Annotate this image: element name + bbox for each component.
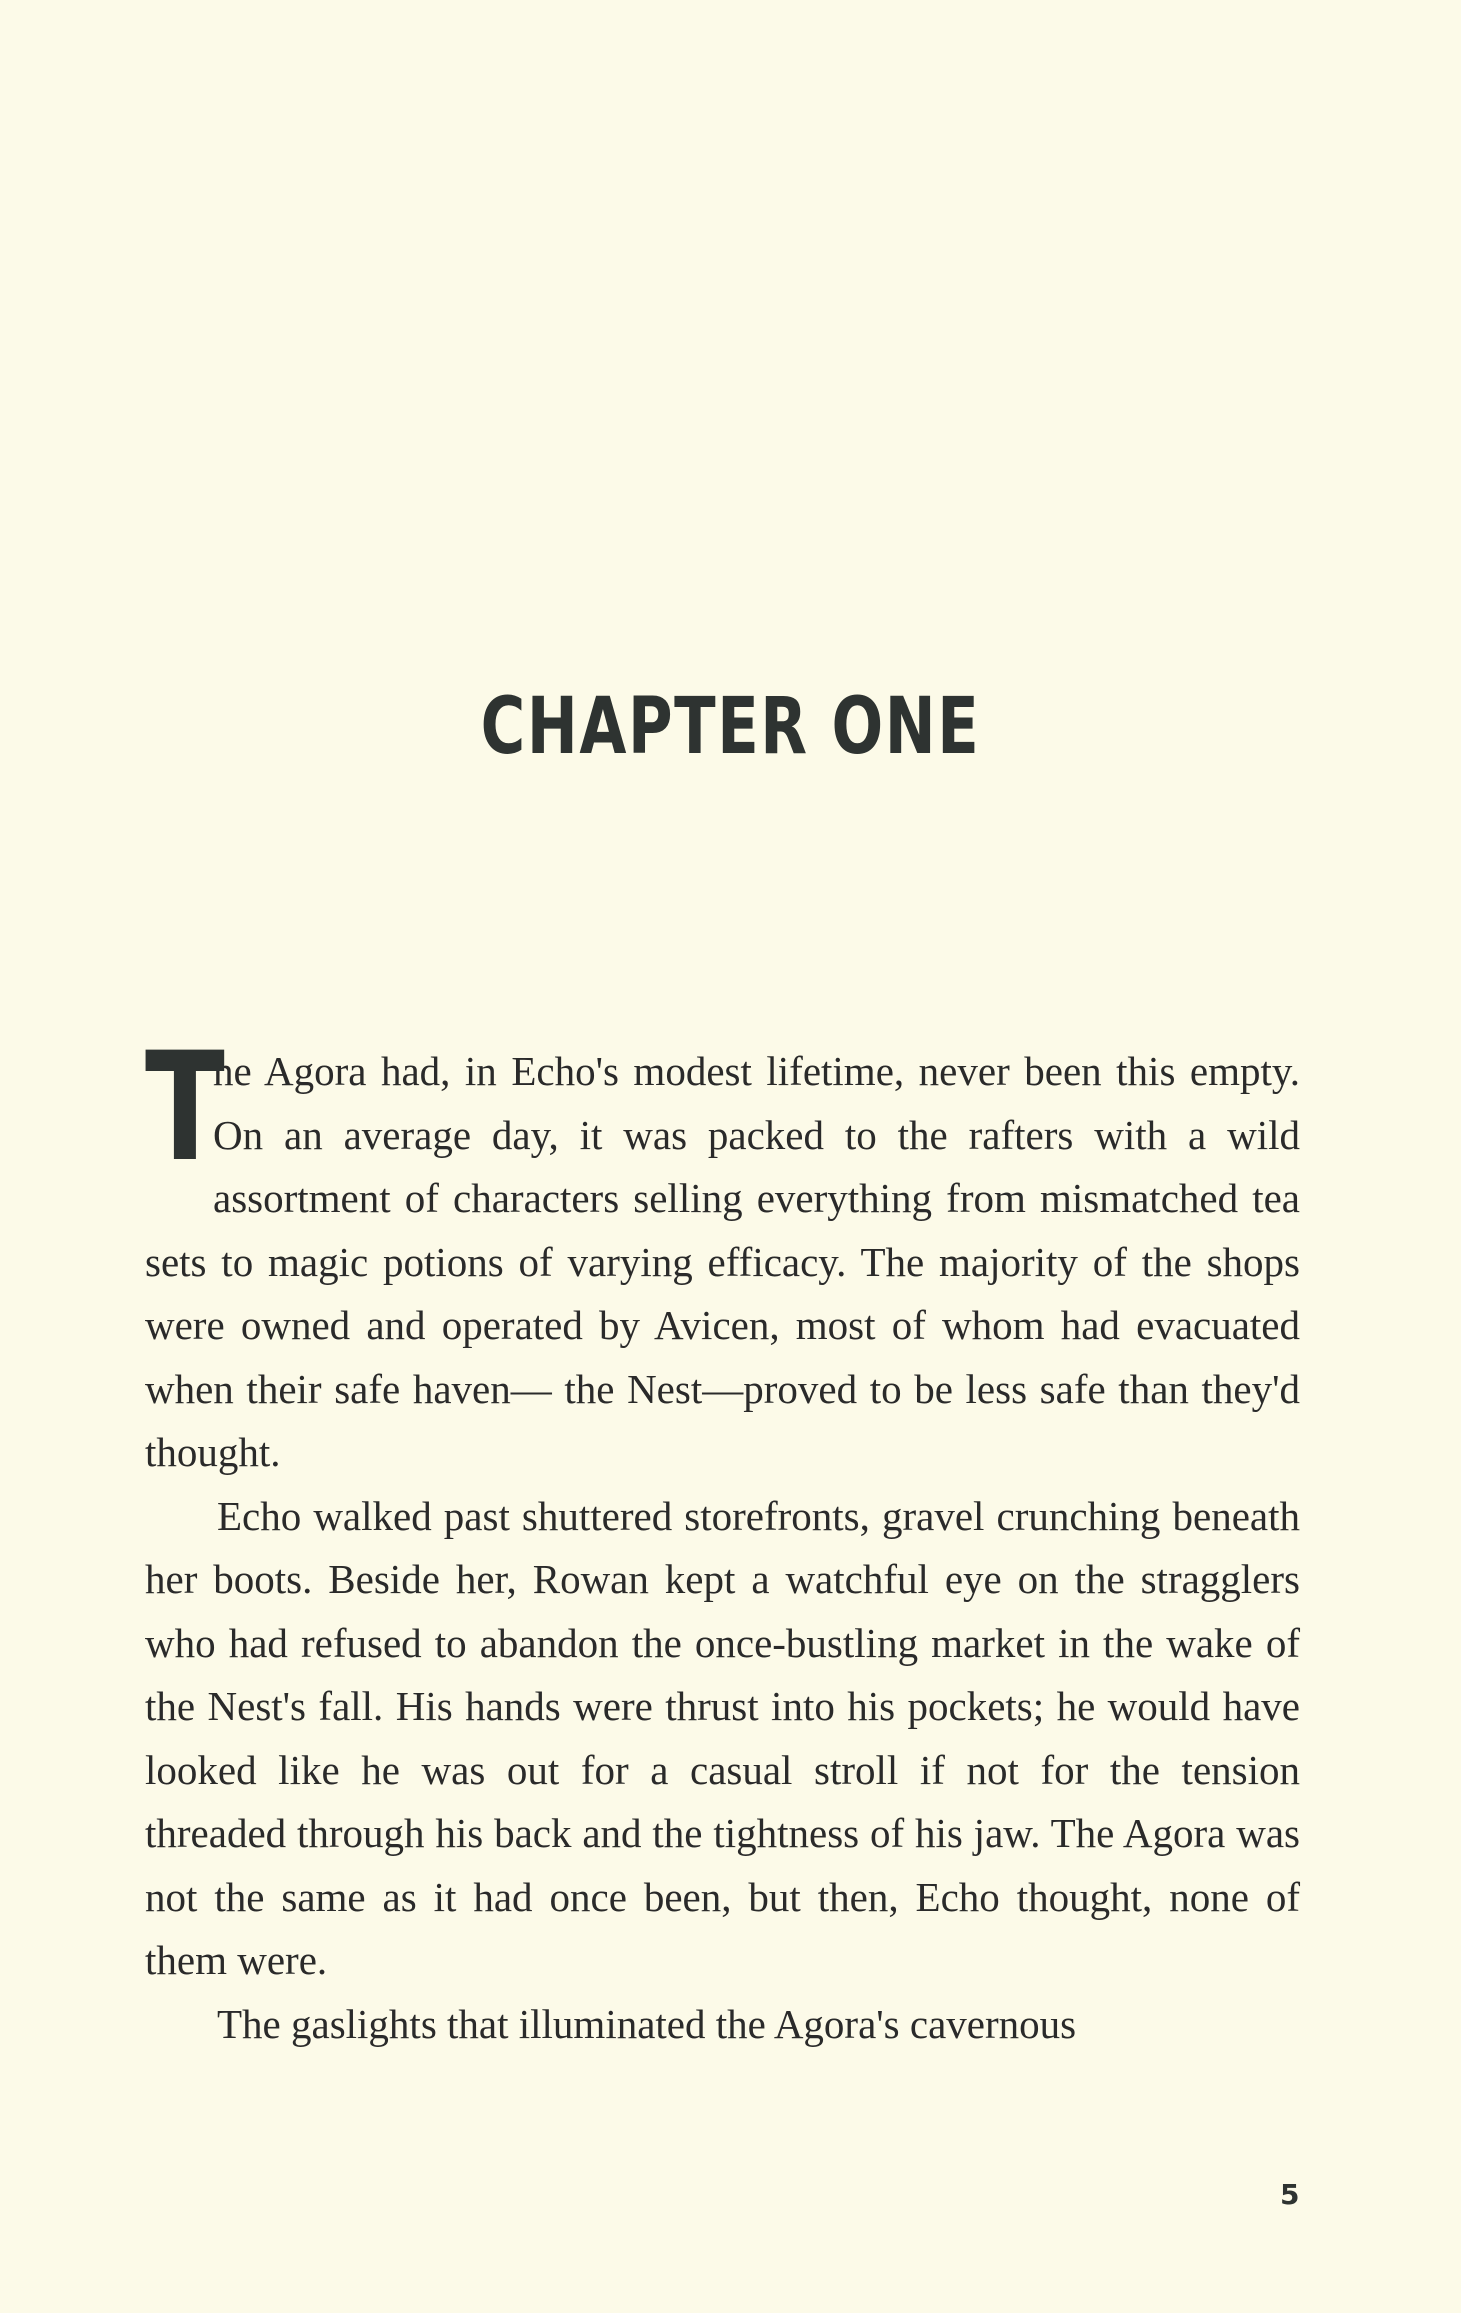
chapter-title: CHAPTER ONE	[480, 682, 981, 772]
chapter-body	[145, 1021, 1300, 2056]
drop-cap: T	[145, 1021, 225, 1195]
paragraph-1	[145, 1021, 1300, 1485]
paragraph-3: The gaslights that illuminated the Agora's cavernous	[217, 2000, 1077, 2047]
page-number: 5	[1280, 2178, 1300, 2211]
paragraph-1-text: he Agora had, in Echo's modest lifetime, never been this empty. On an average day, it was packed to the rafters with a wild assortment of characters selling everything from mismatched tea sets to magic potions of varying efficacy. The majority of the shops were owned and operated by Avicen, most of whom had evacuated when their safe haven— the Nest—proved to be less safe than they'd thought.	[145, 1048, 1300, 1475]
paragraph-2: Echo walked past shuttered storefronts, gravel crunching beneath her boots. Beside her, Rowan kept a watchful eye on the stragglers who had refused to abandon the once-bustling market in the wake of the Nest's fall. His hands were thrust into his pockets; he would have looked like he was out for a casual stroll if not for the tension threaded through his back and the tightness of his jaw. The Agora was not the same as it had once been, but then, Echo thought, none of them were.	[145, 1492, 1300, 1983]
